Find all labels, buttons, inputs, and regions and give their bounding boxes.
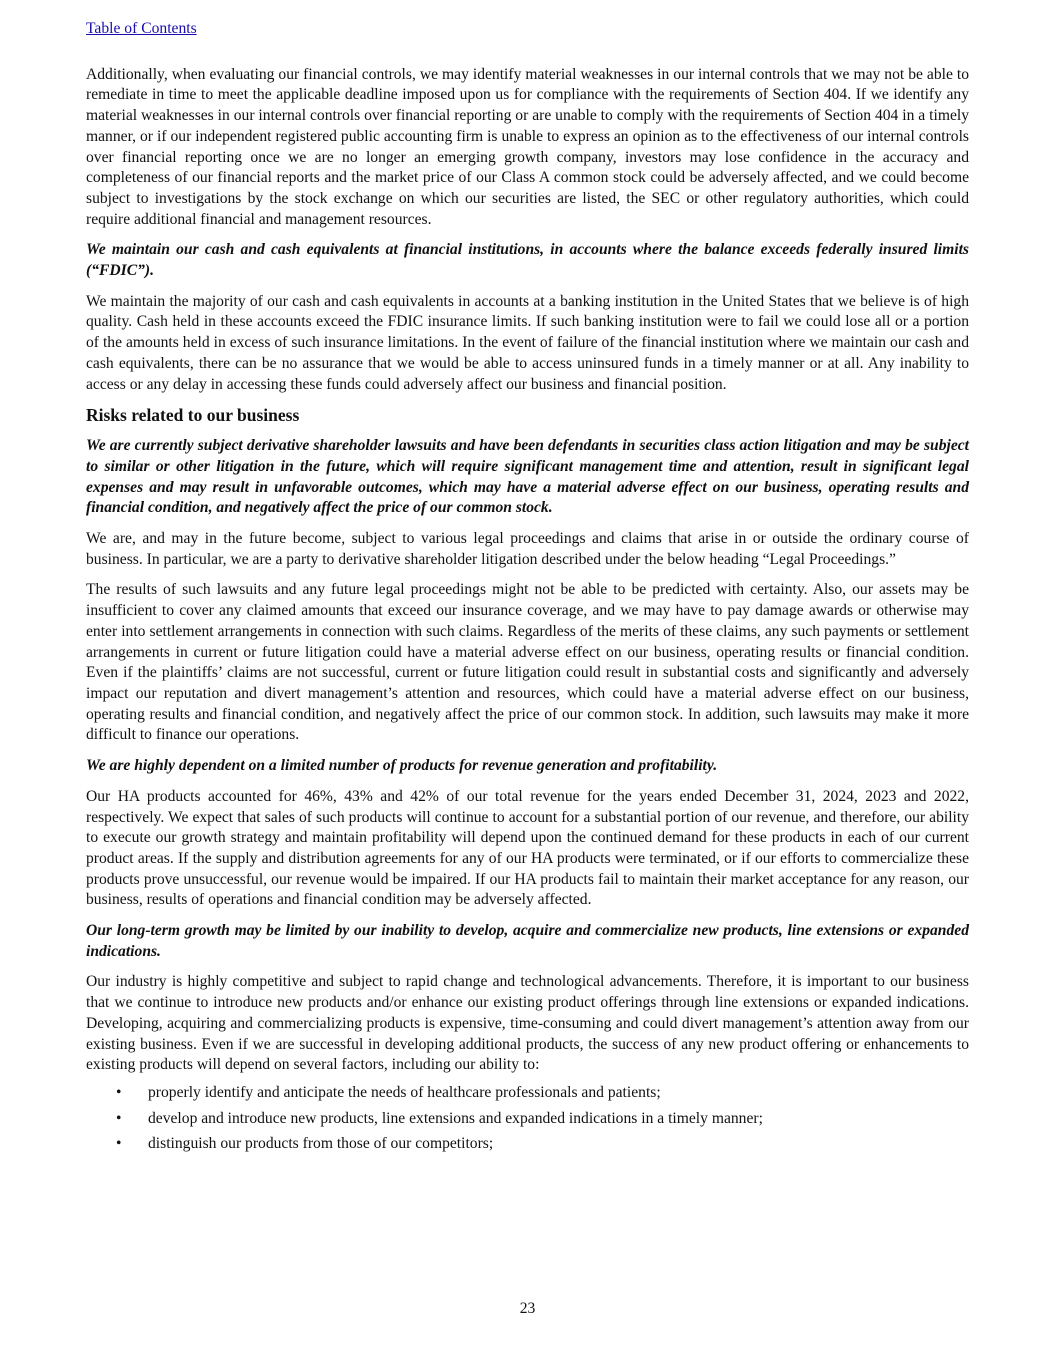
list-item-text: develop and introduce new products, line extensions and expanded indications in a timely manner; xyxy=(148,1109,763,1127)
paragraph-ha-products: Our HA products accounted for 46%, 43% and 42% of our total revenue for the years ended December 31, 2024, 2023 and 2022, respectively. We expect that sales of such products will continue to account for a substantial portion of our revenue, and therefore, our ability to execute our growth strategy and maintain profitability will depend upon the continued demand for these products in each of our current product areas. If the supply and distribution agreements for any of our HA products were terminated, or if our efforts to commercialize these products prove unsuccessful, our revenue would be impaired. If our HA products fail to maintain their market acceptance for any reason, our business, results of operations and financial condition may be adversely affected. xyxy=(86,787,969,909)
list-item xyxy=(86,1109,969,1130)
risk-heading-long-term-growth: Our long-term growth may be limited by our inability to develop, acquire and commercialize new products, line extensions or expanded indications. xyxy=(86,922,969,960)
paragraph-industry-competition: Our industry is highly competitive and subject to rapid change and technological advancements. Therefore, it is important to our business that we continue to introduce new products and/or enhance our existing product offerings through line extensions or expanded indications. Developing, acquiring and commercializing products is expensive, time-consuming and could divert management’s attention away from our existing business. Even if we are successful in developing additional products, the success of any new product offering or enhancements to existing products will depend on several factors, including our ability to: xyxy=(86,973,969,1074)
list-item xyxy=(86,1083,969,1104)
page-number: 23 xyxy=(519,1300,536,1317)
list-item-text: distinguish our products from those of our competitors; xyxy=(148,1135,494,1153)
bullet-icon: • xyxy=(116,1083,122,1101)
bullet-list xyxy=(86,1083,969,1155)
section-title: Risks related to our business xyxy=(86,405,300,426)
bullet-icon: • xyxy=(116,1135,122,1153)
list-item-text: properly identify and anticipate the needs of healthcare professionals and patients; xyxy=(148,1083,661,1101)
bullet-icon: • xyxy=(116,1109,122,1127)
list-item xyxy=(86,1134,969,1155)
risk-heading-product-dependence: We are highly dependent on a limited number of products for revenue generation and profitability. xyxy=(86,757,718,775)
risk-heading-litigation: We are currently subject derivative shareholder lawsuits and have been defendants in securities class action litigation and may be subject to similar or other litigation in the future, which will require significant management time and attention, result in significant legal expenses and may result in unfavorable outcomes, which may have a material adverse effect on our business, operating results and financial condition, and negatively affect the price of our common stock. xyxy=(86,437,969,517)
paragraph-financial-controls: Additionally, when evaluating our financial controls, we may identify material weaknesses in our internal controls that we may not be able to remediate in time to meet the applicable deadline imposed upon us for compliance with the requirements of Section 404. If we identify any material weaknesses in our internal controls over financial reporting or are unable to comply with the requirements of Section 404 in a timely manner, or if our independent registered public accounting firm is unable to express an opinion as to the effectiveness of our internal controls over financial reporting once we are no longer an emerging growth company, investors may lose confidence in the accuracy and completeness of our financial reports and the market price of our Class A common stock could be adversely affected, and we could become subject to investigations by the stock exchange on which our securities are listed, the SEC or other regulatory authorities, which could require additional financial and management resources. xyxy=(86,65,969,228)
risk-heading-fdic: We maintain our cash and cash equivalents at financial institutions, in accounts where the balance exceeds federally insured limits (“FDIC”). xyxy=(86,241,969,280)
paragraph-cash-equivalents: We maintain the majority of our cash and cash equivalents in accounts at a banking institution in the United States that we believe is of high quality. Cash held in these accounts exceed the FDIC insurance limits. If such banking institution were to fail we could lose all or a portion of the amounts held in excess of such insurance limitations. In the event of failure of the financial institution where we maintain our cash and cash equivalents, there can be no assurance that we would be able to access uninsured funds in a timely manner or at all. Any inability to access or any delay in accessing these funds could adversely affect our business and financial position. xyxy=(86,292,969,393)
table-of-contents-link[interactable]: Table of Contents xyxy=(86,20,197,37)
paragraph-lawsuit-results: The results of such lawsuits and any future legal proceedings might not be able to be predicted with certainty. Also, our assets may be insufficient to cover any claimed amounts that exceed our insurance coverage, and we may have to pay damage awards or otherwise may enter into settlement arrangements in connection with such claims. Regardless of the merits of these claims, any such payments or settlement arrangements in current or future litigation could have a material adverse effect on our business, operating results or financial condition. Even if the plaintiffs’ claims are not successful, current or future litigation could result in substantial costs and significantly and adversely impact our reputation and divert management’s attention and resources, which could have a material adverse effect on our business, operating results and financial condition, and negatively affect the price of our common stock. In addition, such lawsuits may make it more difficult to finance our operations. xyxy=(86,581,969,744)
paragraph-legal-proceedings: We are, and may in the future become, subject to various legal proceedings and claims that arise in or outside the ordinary course of business. In particular, we are a party to derivative shareholder litigation described under the below heading “Legal Proceedings.” xyxy=(86,530,969,568)
